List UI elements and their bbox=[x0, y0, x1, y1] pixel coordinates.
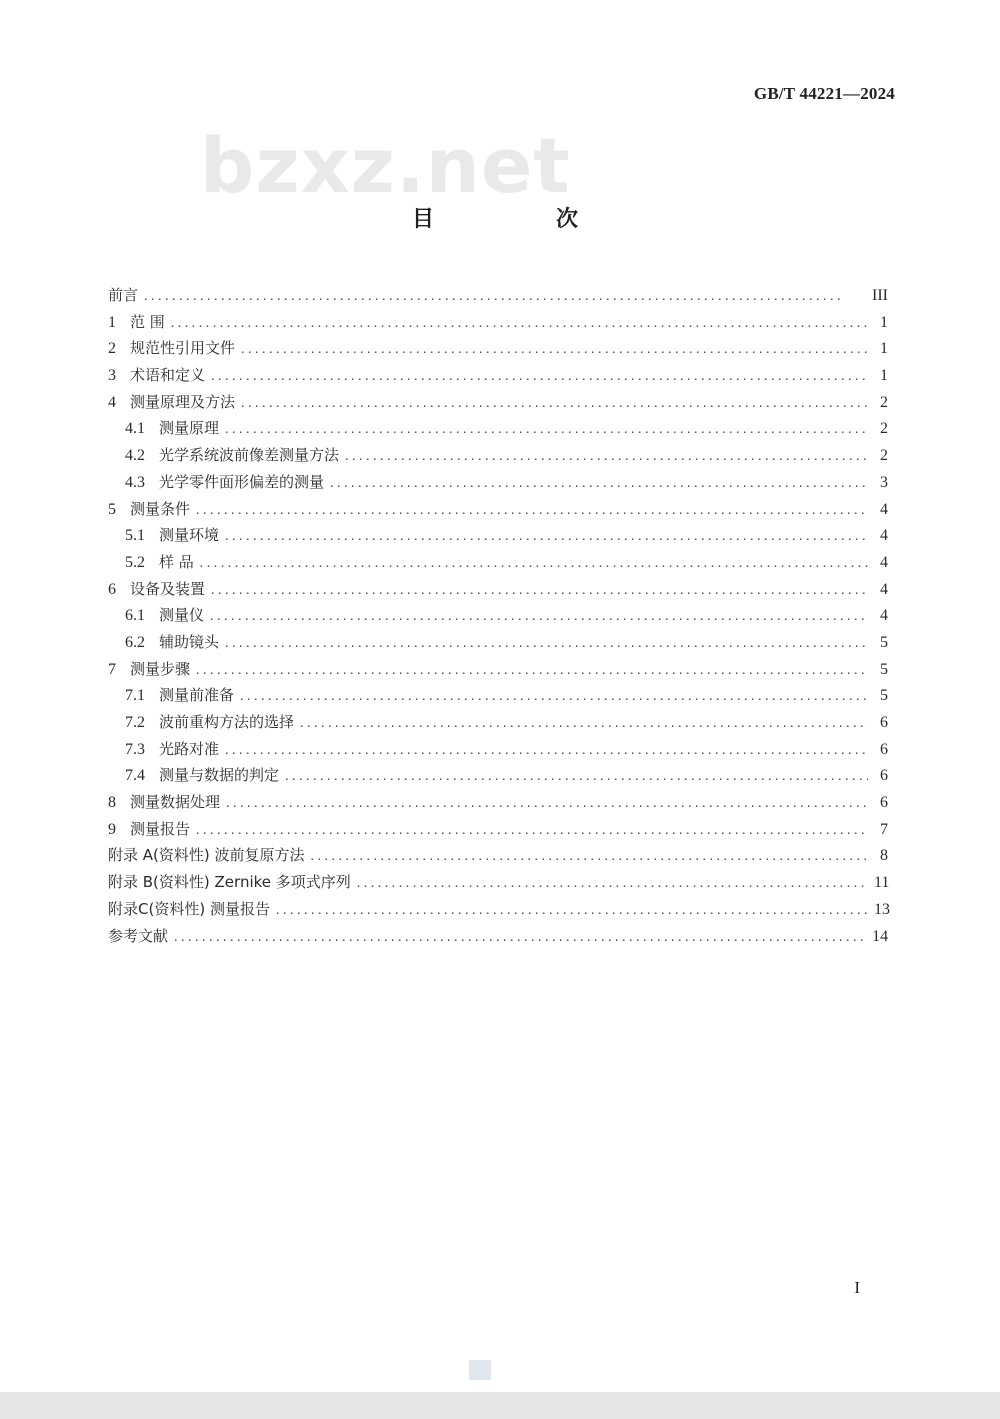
toc-dot-leader bbox=[211, 578, 868, 605]
toc-entry-page: 6 bbox=[880, 740, 888, 758]
page-number: I bbox=[854, 1278, 860, 1297]
toc-entry-page: 4 bbox=[880, 500, 888, 518]
toc-entry-title: 辅助镜头 bbox=[159, 632, 220, 651]
toc-entry-number: 5 bbox=[108, 500, 116, 518]
toc-entry-number: 6.2 bbox=[125, 633, 145, 651]
toc-entry-page: 4 bbox=[880, 527, 888, 545]
toc-entry-page: 6 bbox=[880, 794, 888, 812]
toc-dot-leader bbox=[241, 337, 868, 364]
toc-dot-leader bbox=[225, 631, 868, 658]
toc-dot-leader bbox=[276, 898, 868, 925]
toc-dot-leader bbox=[210, 604, 868, 631]
toc-entry-number: 5.1 bbox=[125, 527, 145, 545]
toc-entry-title: 附录 B(资料性) Zernike 多项式序列 bbox=[108, 873, 351, 892]
toc-dot-leader bbox=[240, 684, 868, 711]
toc-entry-title: 附录C(资料性) 测量报告 bbox=[108, 899, 270, 918]
toc-entry-number: 2 bbox=[108, 340, 116, 358]
toc-entry-page: 2 bbox=[880, 447, 888, 465]
toc-entry-page: 3 bbox=[880, 473, 888, 491]
toc-entry-title: 光学零件面形偏差的测量 bbox=[159, 472, 325, 491]
toc-entry[interactable] bbox=[108, 576, 890, 603]
toc-entry-number: 6.1 bbox=[125, 607, 145, 625]
toc-entry-title: 前言 bbox=[108, 286, 139, 304]
toc-entry-page: 1 bbox=[880, 367, 888, 385]
toc-entry-title: 测量前准备 bbox=[159, 686, 235, 705]
toc-dot-leader bbox=[311, 844, 868, 871]
toc-entry-number: 8 bbox=[108, 794, 116, 812]
toc-entry[interactable] bbox=[108, 309, 890, 336]
toc-entry-title: 波前重构方法的选择 bbox=[159, 713, 295, 731]
toc-entry-number: 3 bbox=[108, 367, 116, 385]
toc-entry-page: 4 bbox=[880, 580, 888, 598]
toc-entry[interactable] bbox=[108, 789, 890, 816]
toc-entry-number: 7.1 bbox=[125, 687, 145, 705]
toc-entry-page: 5 bbox=[880, 687, 888, 705]
toc-entry-number: 4.3 bbox=[125, 473, 145, 491]
toc-entry-number: 7.2 bbox=[125, 714, 145, 731]
toc-entry-title: 光学系统波前像差测量方法 bbox=[159, 446, 340, 465]
toc-entry[interactable] bbox=[108, 415, 890, 442]
toc-entry-number: 4.1 bbox=[125, 420, 145, 438]
toc-dot-leader bbox=[241, 391, 868, 418]
toc-entry[interactable] bbox=[108, 602, 890, 629]
toc-entry-page: 4 bbox=[880, 607, 888, 625]
toc-entry-title: 参考文献 bbox=[108, 926, 169, 945]
toc-entry-title: 测量报告 bbox=[130, 819, 191, 838]
toc-entry[interactable] bbox=[108, 522, 890, 549]
standard-number: GB/T 44221—2024 bbox=[753, 84, 895, 103]
toc-dot-leader bbox=[211, 364, 868, 391]
toc-dot-leader bbox=[330, 471, 868, 498]
toc-entry-page: 6 bbox=[880, 767, 888, 785]
table-of-contents bbox=[108, 282, 890, 949]
toc-entry-number: 7.3 bbox=[125, 740, 145, 758]
toc-entry-title: 测量数据处理 bbox=[130, 793, 221, 812]
toc-entry-page: 13 bbox=[874, 900, 890, 918]
toc-entry-page: 8 bbox=[880, 847, 888, 865]
toc-entry-title: 样 品 bbox=[159, 552, 194, 571]
toc-entry-title: 测量步骤 bbox=[130, 659, 191, 678]
toc-entry[interactable] bbox=[108, 549, 890, 576]
toc-entry[interactable] bbox=[108, 682, 890, 709]
toc-dot-leader bbox=[196, 818, 868, 845]
toc-entry-number: 4 bbox=[108, 393, 116, 411]
toc-entry[interactable] bbox=[108, 656, 890, 683]
toc-entry[interactable] bbox=[108, 362, 890, 389]
toc-dot-leader bbox=[225, 738, 868, 765]
toc-entry-number: 9 bbox=[108, 820, 116, 838]
toc-entry-title: 测量环境 bbox=[159, 526, 220, 545]
toc-entry-page: 4 bbox=[880, 553, 888, 571]
toc-entry[interactable] bbox=[108, 896, 890, 923]
toc-entry[interactable] bbox=[108, 629, 890, 656]
toc-entry-title: 范 围 bbox=[130, 312, 165, 331]
toc-entry-title: 测量仪 bbox=[159, 606, 205, 625]
toc-entry-page: 6 bbox=[880, 714, 888, 731]
toc-entry-number: 4.2 bbox=[125, 447, 145, 465]
toc-entry-number: 7.4 bbox=[125, 767, 145, 785]
toc-entry[interactable] bbox=[108, 842, 890, 869]
toc-entry[interactable] bbox=[108, 442, 890, 469]
toc-entry-number: 6 bbox=[108, 580, 116, 598]
toc-entry-page: 5 bbox=[880, 660, 888, 678]
toc-entry-number: 5.2 bbox=[125, 553, 145, 571]
toc-entry-title: 测量原理 bbox=[159, 419, 220, 438]
toc-entry[interactable] bbox=[108, 869, 890, 896]
toc-entry[interactable] bbox=[108, 736, 890, 763]
toc-title: 目 次 bbox=[411, 207, 628, 232]
toc-entry-page: 1 bbox=[880, 340, 888, 358]
toc-entry-title: 光路对准 bbox=[159, 739, 220, 758]
toc-dot-leader bbox=[225, 417, 868, 444]
toc-entry[interactable] bbox=[108, 496, 890, 523]
toc-entry-page: 5 bbox=[880, 633, 888, 651]
toc-dot-leader bbox=[226, 791, 868, 818]
toc-entry[interactable] bbox=[108, 389, 890, 416]
toc-dot-leader bbox=[144, 284, 866, 311]
toc-entry-page: 14 bbox=[872, 927, 889, 945]
toc-entry-title: 规范性引用文件 bbox=[130, 339, 236, 358]
toc-entry-page: 11 bbox=[874, 874, 890, 892]
toc-entry[interactable] bbox=[108, 709, 890, 736]
toc-entry-title: 测量原理及方法 bbox=[130, 392, 236, 411]
toc-entry-page: III bbox=[872, 287, 888, 304]
toc-entry-title: 术语和定义 bbox=[130, 366, 206, 385]
toc-entry-number: 7 bbox=[108, 660, 116, 678]
toc-dot-leader bbox=[225, 524, 868, 551]
toc-entry[interactable] bbox=[108, 335, 890, 362]
toc-entry[interactable] bbox=[108, 816, 890, 843]
toc-entry-page: 1 bbox=[880, 313, 888, 331]
toc-entry-title: 设备及装置 bbox=[130, 579, 206, 598]
toc-entry[interactable] bbox=[108, 923, 890, 950]
scanner-logo-icon bbox=[469, 1360, 491, 1380]
toc-dot-leader bbox=[285, 764, 868, 791]
toc-entry-page: 2 bbox=[880, 393, 888, 411]
toc-dot-leader bbox=[174, 925, 866, 952]
watermark-text: bzxz.net bbox=[200, 121, 571, 210]
toc-dot-leader bbox=[357, 871, 868, 898]
toc-entry-title: 测量与数据的判定 bbox=[159, 766, 280, 785]
toc-entry[interactable] bbox=[108, 282, 890, 309]
toc-entry[interactable] bbox=[108, 762, 890, 789]
toc-entry-title: 测量条件 bbox=[130, 499, 191, 518]
toc-entry-page: 2 bbox=[880, 420, 888, 438]
toc-entry[interactable] bbox=[108, 469, 890, 496]
toc-dot-leader bbox=[196, 658, 868, 685]
viewer-bottom-bar bbox=[0, 1392, 1000, 1419]
toc-entry-title: 附录 A(资料性) 波前复原方法 bbox=[108, 846, 305, 865]
toc-dot-leader bbox=[171, 311, 868, 338]
toc-dot-leader bbox=[196, 498, 868, 525]
toc-entry-page: 7 bbox=[880, 820, 888, 838]
toc-dot-leader bbox=[345, 444, 868, 471]
toc-dot-leader bbox=[300, 711, 868, 738]
toc-dot-leader bbox=[200, 551, 868, 578]
toc-entry-number: 1 bbox=[108, 313, 116, 331]
